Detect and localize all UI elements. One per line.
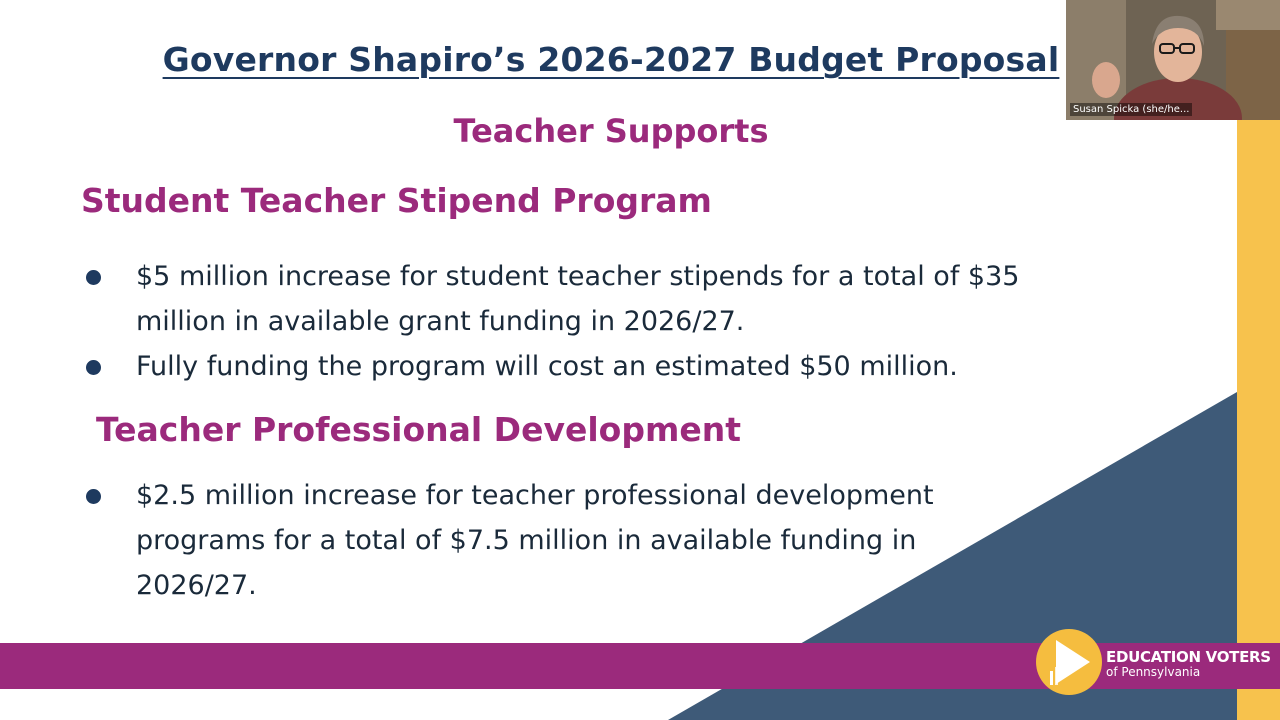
slide-subtitle: Teacher Supports bbox=[453, 112, 769, 150]
section-heading-stipend: Student Teacher Stipend Program bbox=[81, 181, 712, 220]
section-heading-professional-development: Teacher Professional Development bbox=[96, 410, 741, 449]
yellow-side-strip bbox=[1237, 118, 1280, 720]
logo-line-1: EDUCATION VOTERS bbox=[1106, 648, 1271, 666]
participant-video-tile[interactable] bbox=[1066, 0, 1280, 120]
stipend-bullet-list bbox=[136, 254, 1086, 389]
bullet-item: $5 million increase for student teacher stipends for a total of $35 million in available grant funding in 2026/27. bbox=[136, 254, 1086, 344]
professional-development-bullet-list bbox=[136, 473, 996, 608]
logo-line-2: of Pennsylvania bbox=[1106, 665, 1201, 679]
participant-name-label: Susan Spicka (she/he... bbox=[1070, 103, 1192, 116]
logo-play-icon bbox=[1036, 629, 1102, 695]
bullet-item: $2.5 million increase for teacher professional development programs for a total of $7.5 million in available funding in 2026/27. bbox=[136, 473, 996, 608]
slide-title: Governor Shapiro’s 2026-2027 Budget Proposal bbox=[162, 40, 1060, 79]
participant-video bbox=[1066, 0, 1280, 120]
education-voters-logo bbox=[1106, 648, 1271, 679]
bullet-item: Fully funding the program will cost an estimated $50 million. bbox=[136, 344, 1086, 389]
